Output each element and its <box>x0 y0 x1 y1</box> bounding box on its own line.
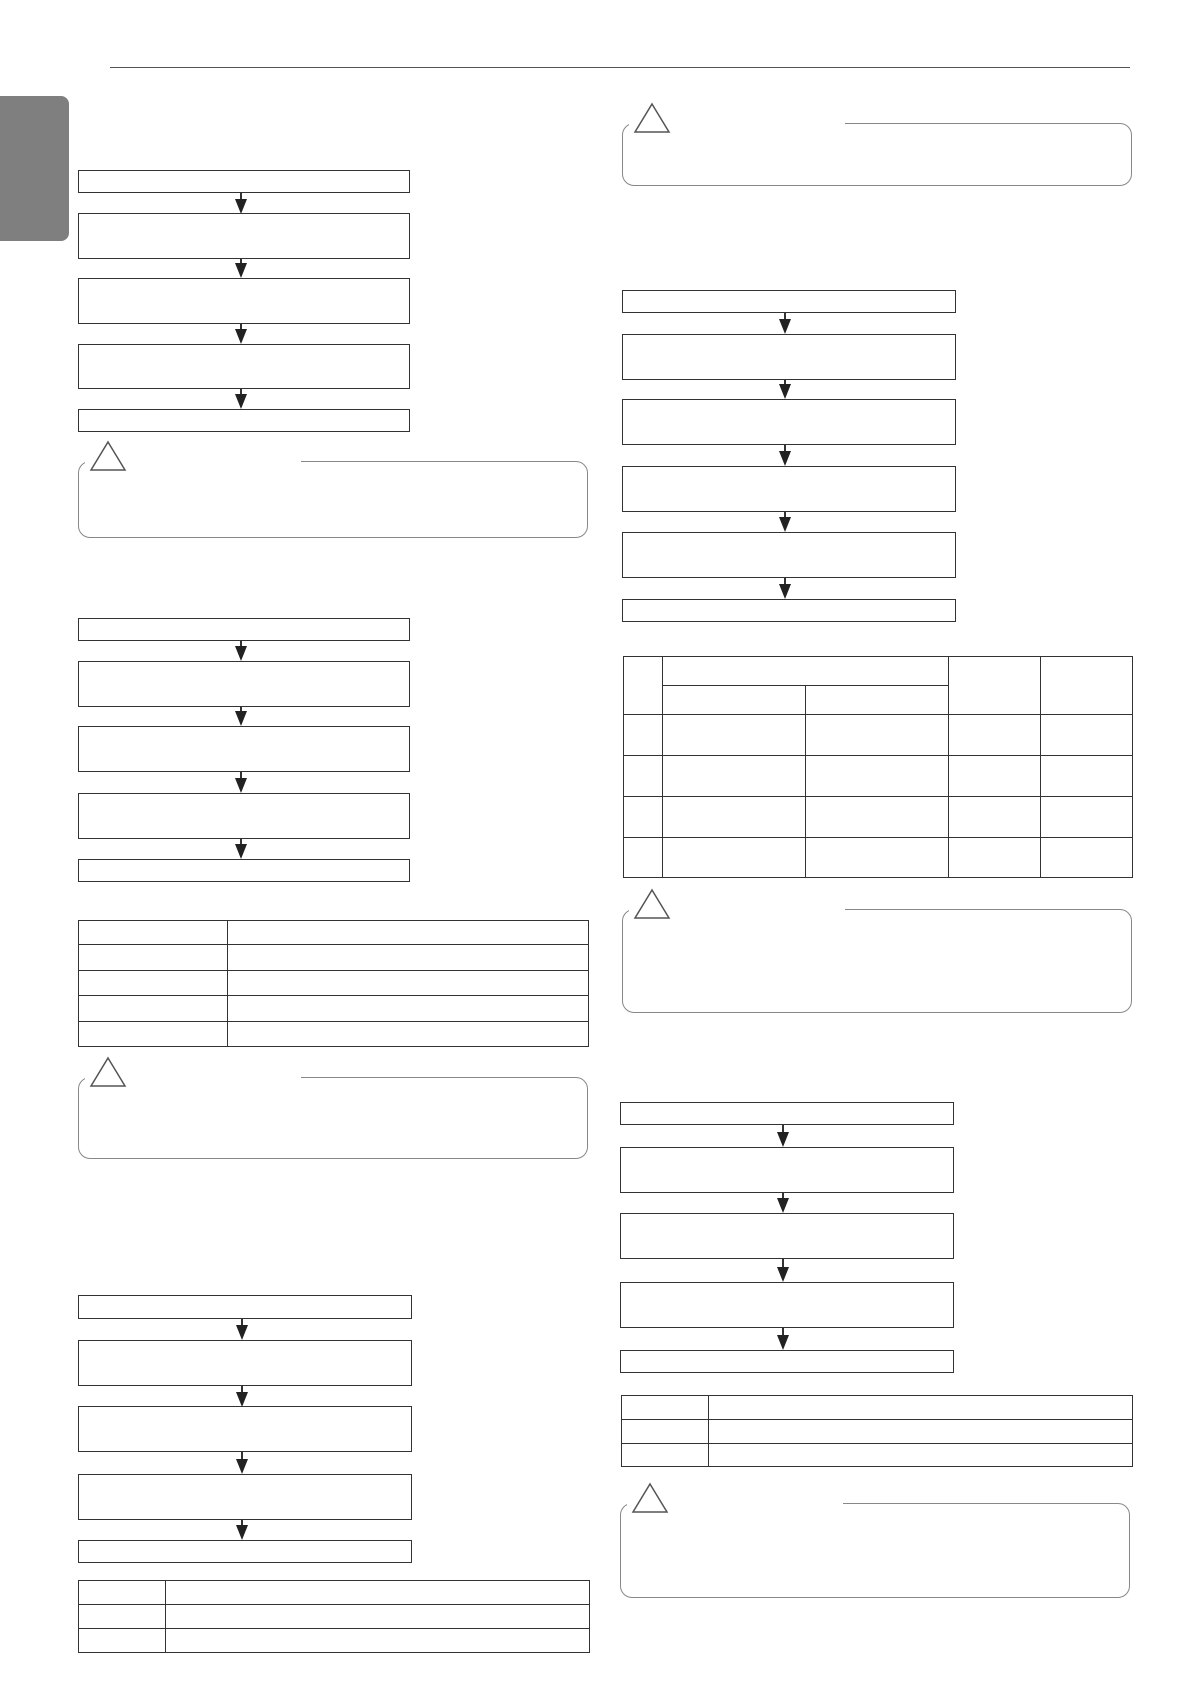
warning-triangle-icon <box>631 1482 669 1514</box>
arrow-down-icon <box>236 1386 248 1407</box>
table-row <box>624 657 1133 686</box>
table-cell <box>663 715 806 756</box>
caution-box-top <box>622 123 1132 186</box>
table-cell <box>228 971 589 996</box>
warning-triangle-icon <box>633 888 671 920</box>
flow-step <box>78 618 410 641</box>
table-cell <box>228 996 589 1022</box>
table-cell <box>949 797 1041 838</box>
arrow-down-icon <box>236 1452 248 1474</box>
flow-step <box>78 859 410 882</box>
table-row <box>79 1581 590 1605</box>
table-cell <box>806 715 949 756</box>
table-row <box>624 797 1133 838</box>
header-rule <box>110 67 1130 68</box>
table-cell <box>806 756 949 797</box>
table-header-cell <box>663 657 949 686</box>
table-cell <box>228 945 589 971</box>
flow-step <box>622 599 956 622</box>
arrow-down-icon <box>235 707 247 726</box>
table-cell <box>806 797 949 838</box>
table-cell <box>228 921 589 945</box>
table-cell <box>79 996 228 1022</box>
table-header-cell <box>806 686 949 715</box>
table-row <box>79 945 589 971</box>
arrow-down-icon <box>777 1259 789 1282</box>
table-cell <box>622 1444 709 1467</box>
flow-step <box>620 1213 954 1259</box>
table-cell <box>709 1396 1133 1420</box>
table-cell <box>624 756 663 797</box>
arrow-down-icon <box>235 324 247 344</box>
arrow-down-icon <box>779 512 791 532</box>
table-cell <box>663 756 806 797</box>
arrow-down-icon <box>235 193 247 214</box>
table-row <box>624 715 1133 756</box>
table-1 <box>78 920 589 1047</box>
table-cell <box>622 1420 709 1444</box>
table-row <box>79 921 589 945</box>
arrow-down-icon <box>236 1319 248 1340</box>
table-cell <box>663 838 806 878</box>
arrow-down-icon <box>779 313 791 334</box>
table-cell <box>79 971 228 996</box>
table-cell <box>228 1022 589 1047</box>
table-cell <box>166 1581 590 1605</box>
flow-step <box>78 170 410 193</box>
flow-step <box>622 466 956 512</box>
flow-step <box>78 1295 412 1319</box>
table-row <box>624 838 1133 878</box>
table-cell <box>806 838 949 878</box>
flow-step <box>78 793 410 839</box>
flow-step <box>78 661 410 707</box>
table-cell <box>1041 838 1133 878</box>
flow-step <box>622 532 956 578</box>
caution-box-4 <box>620 1503 1130 1598</box>
table-row <box>622 1396 1133 1420</box>
warning-triangle-icon <box>633 102 671 134</box>
table-cell <box>624 838 663 878</box>
table-header-cell <box>1041 657 1133 715</box>
warning-triangle-icon <box>89 1056 127 1088</box>
flow-step <box>620 1102 954 1125</box>
table-cell <box>79 1605 166 1629</box>
table-row <box>79 1629 590 1653</box>
table-row <box>79 1022 589 1047</box>
arrow-down-icon <box>235 772 247 793</box>
caution-box-2 <box>78 1077 588 1159</box>
table-row <box>79 1605 590 1629</box>
flow-step <box>622 334 956 380</box>
table-header-cell <box>663 686 806 715</box>
arrow-down-icon <box>235 839 247 859</box>
table-cell <box>79 1581 166 1605</box>
table-row <box>622 1444 1133 1467</box>
table-2 <box>78 1580 590 1653</box>
arrow-down-icon <box>779 578 791 599</box>
flow-step <box>78 344 410 389</box>
table-cell <box>624 715 663 756</box>
flow-step <box>620 1350 954 1373</box>
table-cell <box>166 1629 590 1653</box>
table-cell <box>949 756 1041 797</box>
table-row <box>79 971 589 996</box>
flow-step <box>78 213 410 259</box>
arrow-down-icon <box>777 1125 789 1147</box>
arrow-down-icon <box>236 1520 248 1540</box>
table-cell <box>79 1629 166 1653</box>
section-tab <box>0 96 69 241</box>
arrow-down-icon <box>235 259 247 278</box>
arrow-down-icon <box>777 1328 789 1350</box>
table-cell <box>949 715 1041 756</box>
arrow-down-icon <box>235 641 247 661</box>
table-cell <box>79 921 228 945</box>
table-3 <box>623 656 1133 878</box>
table-cell <box>79 945 228 971</box>
table-row <box>624 756 1133 797</box>
table-cell <box>166 1605 590 1629</box>
table-cell <box>1041 756 1133 797</box>
table-cell <box>624 797 663 838</box>
arrow-down-icon <box>235 389 247 409</box>
flow-step <box>78 726 410 772</box>
table-header-cell <box>624 657 663 715</box>
table-row <box>622 1420 1133 1444</box>
flow-step <box>78 1540 412 1563</box>
table-cell <box>949 838 1041 878</box>
flow-step <box>78 278 410 324</box>
flow-step <box>78 1406 412 1452</box>
flow-step <box>622 290 956 313</box>
flow-step <box>622 399 956 445</box>
table-row <box>79 996 589 1022</box>
warning-triangle-icon <box>89 440 127 472</box>
table-4 <box>621 1395 1133 1467</box>
table-cell <box>622 1396 709 1420</box>
table-cell <box>709 1444 1133 1467</box>
flow-step <box>78 409 410 432</box>
table-cell <box>1041 797 1133 838</box>
flow-step <box>620 1282 954 1328</box>
table-cell <box>1041 715 1133 756</box>
table-header-cell <box>949 657 1041 715</box>
table-cell <box>663 797 806 838</box>
table-cell <box>709 1420 1133 1444</box>
table-cell <box>79 1022 228 1047</box>
arrow-down-icon <box>777 1193 789 1213</box>
arrow-down-icon <box>779 445 791 466</box>
flow-step <box>78 1340 412 1386</box>
flow-step <box>78 1474 412 1520</box>
flow-step <box>620 1147 954 1193</box>
caution-box-3 <box>622 909 1132 1013</box>
caution-box-1 <box>78 461 588 538</box>
arrow-down-icon <box>779 380 791 399</box>
